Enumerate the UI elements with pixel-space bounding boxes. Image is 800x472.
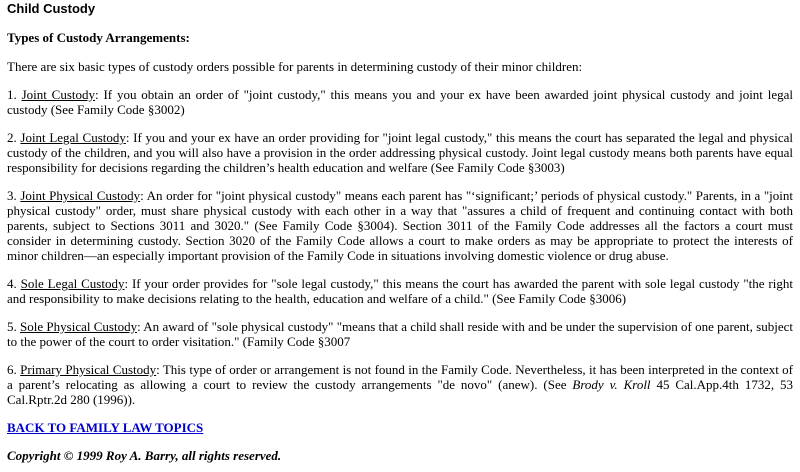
- term-primary-physical-custody: Primary Physical Custody: [20, 362, 157, 377]
- custody-type-sole-legal-custody: [7, 276, 793, 306]
- item-description: : This type of order or arrangement is not found in the Family Code. Nevertheless, it has been interpreted in the context of a parent’s relocating as allowing a court to review the custody arrangements "de novo" (anew). (See: [7, 362, 793, 392]
- item-number: 1.: [7, 87, 22, 102]
- citation-details: 45 Cal.App.4th 1732, 53 Cal.Rptr.2d 280 (1996)).: [7, 377, 793, 407]
- custody-type-sole-physical-custody: [7, 319, 793, 349]
- term-joint-legal-custody: Joint Legal Custody: [20, 130, 126, 145]
- item-description: : If you and your ex have an order providing for "joint legal custody," this means the court has separated the legal and physical custody of the children, and you will also have a provision in the order addressing physical custody. Joint legal custody means both parents have equal responsibility for decisions regarding the children’s health education and welfare (See Family Code §3003): [7, 130, 793, 175]
- custody-type-joint-custody: [7, 87, 793, 117]
- section-heading: Types of Custody Arrangements:: [7, 30, 190, 45]
- back-to-family-law-topics-link[interactable]: BACK TO FAMILY LAW TOPICS: [7, 420, 204, 435]
- term-joint-custody: Joint Custody: [21, 87, 96, 102]
- copyright-notice: Copyright © 1999 Roy A. Barry, all rights reserved.: [7, 448, 282, 463]
- item-description: : An award of "sole physical custody" "means that a child shall reside with and be under the supervision of one parent, subject to the power of the court to order visitation." (Family Code §3007: [7, 319, 794, 349]
- term-sole-legal-custody: Sole Legal Custody: [20, 276, 125, 291]
- case-citation: Brody v. Kroll: [572, 377, 651, 392]
- intro-paragraph: There are six basic types of custody orders possible for parents in determining custody of their minor children:: [7, 59, 583, 74]
- item-description: : An order for "joint physical custody" means each parent has "‘significant;’ periods of physical custody." Parents, in a "joint physical custody" order, must share physical custody with each other in a way that "assures a child of frequent and continuing contact with both parents, subject to Sections 3011 and 3020." (See Family Code §3004). Section 3011 of the Family Code addresses all the factors a court must consider in determining custody. Section 3020 of the Family Code allows a court to make orders as may be appropriate to protect the interests of minor children—an especially important provision of the Family Code in situations involving domestic violence or drug abuse.: [7, 188, 793, 263]
- term-joint-physical-custody: Joint Physical Custody: [20, 188, 141, 203]
- custody-type-joint-legal-custody: [7, 130, 793, 175]
- item-number: 3.: [7, 188, 21, 203]
- page-title: Child Custody: [7, 1, 96, 16]
- back-link-container: [7, 420, 793, 435]
- item-description: : If your order provides for "sole legal custody," this means the court has awarded the parent with sole legal custody "the right and responsibility to make decisions relating to the health, education and welfare of a child." (See Family Code §3006): [7, 276, 793, 306]
- item-number: 2.: [7, 130, 21, 145]
- custody-type-primary-physical-custody: [7, 362, 793, 407]
- item-number: 5.: [7, 319, 21, 334]
- item-number: 4.: [7, 276, 21, 291]
- term-sole-physical-custody: Sole Physical Custody: [20, 319, 138, 334]
- item-number: 6.: [7, 362, 21, 377]
- custody-type-joint-physical-custody: [7, 188, 793, 263]
- item-description: : If you obtain an order of "joint custody," this means you and your ex have been awarded joint physical custody and joint legal custody (See Family Code §3002): [7, 87, 794, 117]
